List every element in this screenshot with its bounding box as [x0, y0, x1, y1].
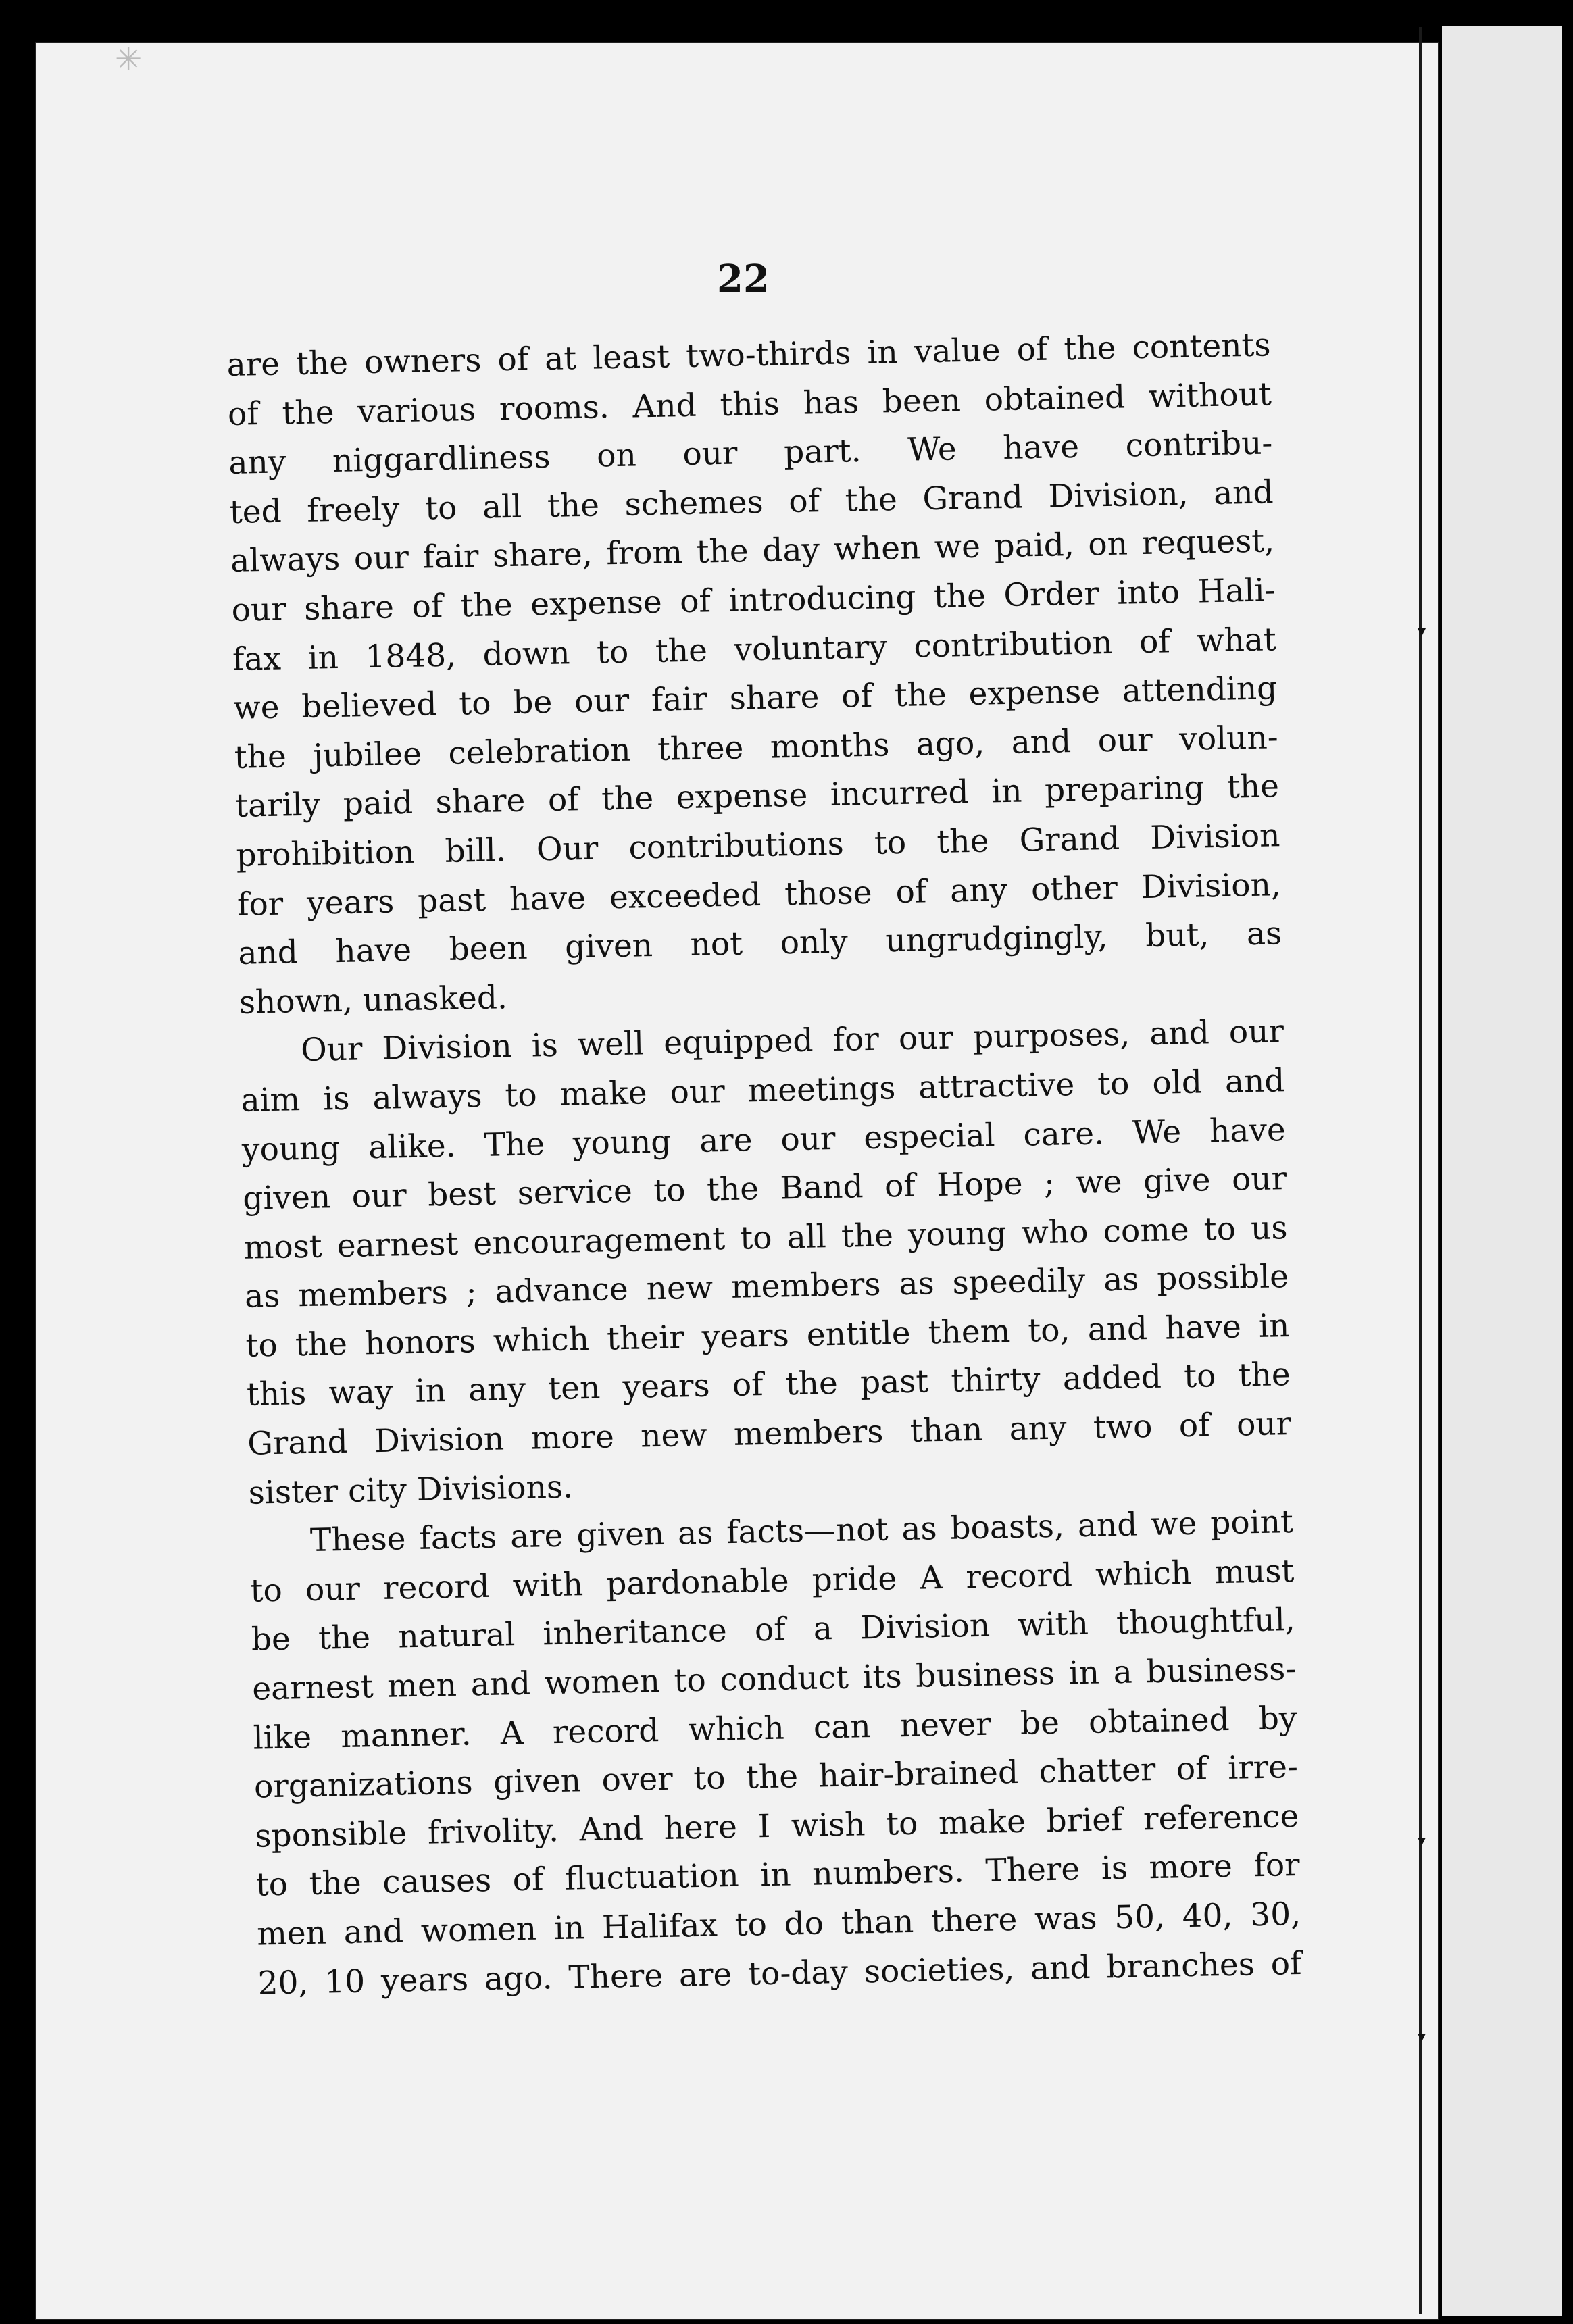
corner-smudge-mark: ✳	[115, 41, 143, 78]
text-line: 20, 10 years ago. There are to-day societies, and branches of	[257, 1944, 1302, 2002]
page-number: 22	[717, 257, 770, 301]
text-line: always our fair share, from the day when we paid, on request,	[230, 522, 1275, 580]
text-line: to our record with pardonable pride A record which must	[249, 1552, 1295, 1610]
text-line: as members ; advance new members as speedily as possible	[244, 1258, 1289, 1316]
text-line: shown, unasked.	[239, 978, 508, 1021]
text-line: given our best service to the Band of Hope ; we give our	[242, 1160, 1287, 1217]
text-line: like manner. A record which can never be obtained by	[253, 1699, 1297, 1757]
gutter-mark	[1418, 628, 1426, 636]
text-line: be the natural inheritance of a Division with thoughtful,	[251, 1601, 1296, 1659]
text-line: most earnest encouragement to all the young who come to us	[243, 1209, 1289, 1267]
text-line: earnest men and women to conduct its business in a business-	[251, 1650, 1297, 1708]
facing-page-edge	[1442, 26, 1562, 2316]
page-gutter-line	[1419, 27, 1422, 2314]
text-line: Grand Division more new members than any two of our	[247, 1405, 1292, 1463]
text-line: Our Division is well equipped for our purposes, and our	[300, 1013, 1284, 1069]
text-line: men and women in Halifax to do than there was 50, 40, 30,	[256, 1895, 1301, 1953]
text-line: we believed to be our fair share of the expense attending	[232, 670, 1278, 728]
text-line: our share of the expense of introducing the Order into Hali-	[231, 572, 1276, 629]
text-line: any niggardliness on our part. We have contribu-	[228, 424, 1273, 482]
gutter-mark	[1418, 1838, 1426, 1846]
text-line: sister city Divisions.	[248, 1468, 574, 1512]
text-line: for years past have exceeded those of any other Division,	[236, 865, 1282, 924]
text-line: tarily paid share of the expense incurred in preparing the	[234, 767, 1280, 826]
text-line: young alike. The young are our especial care. We have	[241, 1111, 1287, 1169]
text-line: prohibition bill. Our contributions to the Grand Division	[236, 817, 1280, 874]
text-line: to the honors which their years entitle them to, and have in	[245, 1307, 1290, 1365]
text-line: fax in 1848, down to the voluntary contribution of what	[232, 620, 1277, 678]
text-line: sponsible frivolity. And here I wish to make brief reference	[254, 1797, 1299, 1855]
text-line: to the causes of fluctuation in numbers. There is more for	[255, 1846, 1301, 1904]
text-line: are the owners of at least two-thirds in value of the contents	[226, 326, 1271, 384]
text-line: and have been given not only ungrudgingly, but, as	[237, 915, 1282, 972]
text-line: These facts are given as facts—not as boasts, and we point	[309, 1503, 1294, 1560]
gutter-mark	[1418, 2034, 1426, 2042]
text-line: organizations given over to the hair-brained chatter of irre-	[253, 1748, 1299, 1806]
text-line: this way in any ten years of the past thirty added to the	[246, 1356, 1291, 1414]
text-line: aim is always to make our meetings attractive to old and	[241, 1062, 1285, 1119]
body-text	[226, 321, 1302, 2008]
text-line: of the various rooms. And this has been obtained without	[227, 375, 1272, 433]
text-line: ted freely to all the schemes of the Grand Division, and	[229, 474, 1274, 531]
text-line: the jubilee celebration three months ago, and our volun-	[234, 718, 1279, 776]
